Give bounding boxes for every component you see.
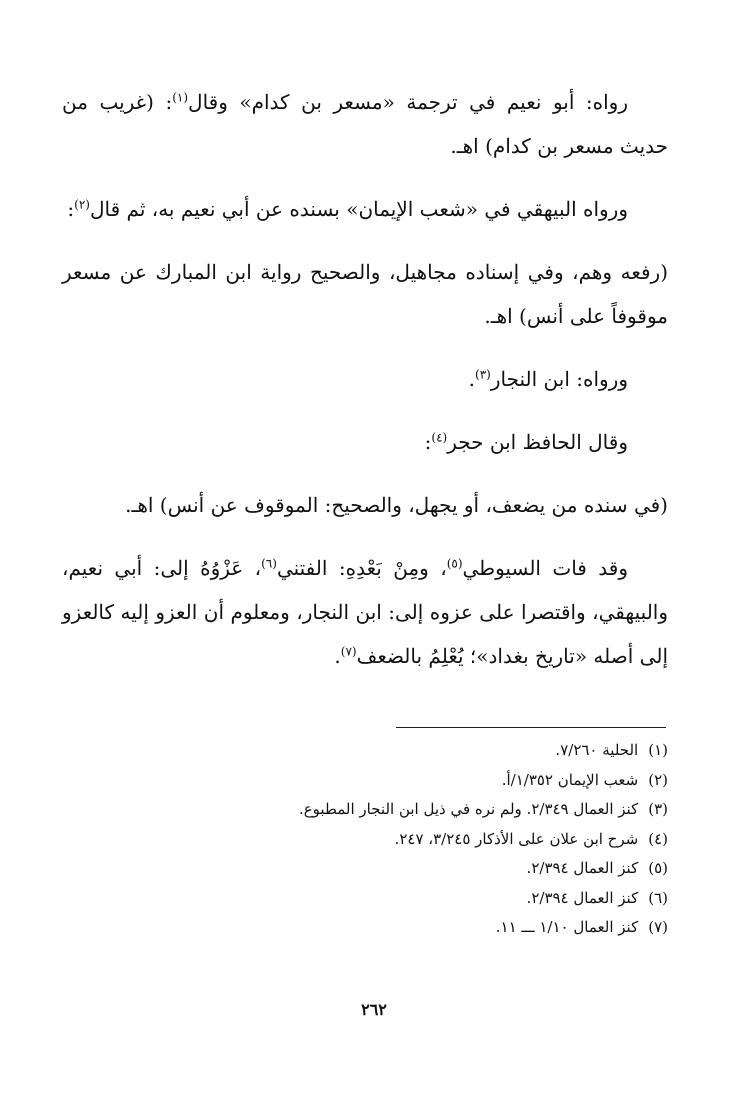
footnote-text: كنز العمال ٢/٣٩٤. [526, 888, 639, 907]
page-number: ٢٦٢ [361, 1000, 387, 1019]
paragraph-3-quote [62, 250, 668, 338]
footnote-number: (٣) [648, 800, 668, 818]
paragraph-7-text-a: وقد فات السيوطي [462, 556, 628, 580]
paragraph-6-quote [62, 483, 668, 527]
footnote-3 [68, 795, 668, 825]
footnote-ref-2[interactable]: (٢) [74, 197, 90, 212]
paragraph-6-text: (في سنده من يضعف، أو يجهل، والصحيح: الموقوف عن أنس) اهـ. [125, 493, 668, 517]
footnote-2 [68, 766, 668, 796]
paragraph-7-text-c: ، عَزْوُهُ إلى: أبي نعيم، والبيهقي، واقتصرا على عزوه إلى: ابن النجار، ومعلوم أن العزو إليه كالعزو إلى أصله «تاريخ بغداد»؛ يُعْلِمُ بالضعف [62, 556, 668, 668]
paragraph-7 [62, 546, 668, 678]
footnote-5 [68, 854, 668, 884]
main-text [62, 80, 668, 697]
paragraph-1 [62, 80, 668, 168]
paragraph-4-text-end: . [468, 367, 475, 391]
footnote-number: (٦) [648, 888, 668, 907]
paragraph-5-text: وقال الحافظ ابن حجر [447, 430, 628, 454]
paragraph-3-text: (رفعه وهم، وفي إسناده مجاهيل، والصحيح رواية ابن المبارك عن مسعر موقوفاً على أنس) اهـ. [62, 260, 668, 328]
paragraph-7-text-b: ، ومِنْ بَعْدِهِ: الفتني [276, 556, 447, 580]
footnote-number: (٢) [648, 770, 668, 789]
paragraph-2 [62, 187, 668, 231]
footnote-ref-4[interactable]: (٤) [431, 430, 448, 445]
footnote-text: الحلية ٧/٢٦٠. [555, 741, 639, 759]
footnote-ref-6[interactable]: (٦) [261, 556, 277, 571]
footnote-text: شرح ابن علان على الأذكار ٣/٢٤٥، ٢٤٧. [394, 829, 639, 848]
footnote-6 [68, 884, 668, 914]
footnote-text: كنز العمال ١/١٠ ـــ ١١. [495, 918, 639, 936]
footnote-text: شعب الإيمان ١/٣٥٢/أ. [501, 770, 639, 789]
footnote-ref-1[interactable]: (١) [172, 90, 189, 105]
footnote-ref-5[interactable]: (٥) [446, 556, 463, 571]
paragraph-5 [62, 420, 668, 464]
footnote-number: (٥) [648, 859, 668, 877]
paragraph-1-text-end: : (غريب من حديث مسعر بن كدام) اهـ. [62, 90, 668, 158]
paragraph-2-text-end: : [67, 197, 75, 221]
paragraph-7-text-d: . [334, 644, 341, 668]
paragraph-4-text: ورواه: ابن النجار [490, 367, 628, 391]
footnote-ref-3[interactable]: (٣) [475, 367, 491, 382]
paragraph-2-text: ورواه البيهقي في «شعب الإيمان» بسنده عن أبي نعيم به، ثم قال [89, 197, 628, 221]
footnote-number: (١) [648, 741, 668, 759]
footnote-number: (٧) [648, 918, 668, 936]
footnote-text: كنز العمال ٢/٣٤٩. ولم نره في ذيل ابن النجار المطبوع. [298, 800, 639, 818]
paragraph-4 [62, 357, 668, 401]
paragraph-5-text-end: : [424, 430, 432, 454]
footnote-number: (٤) [648, 829, 668, 848]
footnote-divider [396, 727, 666, 728]
footnote-4 [68, 825, 668, 855]
footnote-text: كنز العمال ٢/٣٩٤. [526, 859, 639, 877]
footnote-ref-7[interactable]: (٧) [340, 644, 357, 659]
footnote-1 [68, 736, 668, 766]
paragraph-1-text: رواه: أبو نعيم في ترجمة «مسعر بن كدام» وقال [188, 90, 628, 114]
footnote-7 [68, 913, 668, 943]
footnotes [68, 736, 668, 943]
